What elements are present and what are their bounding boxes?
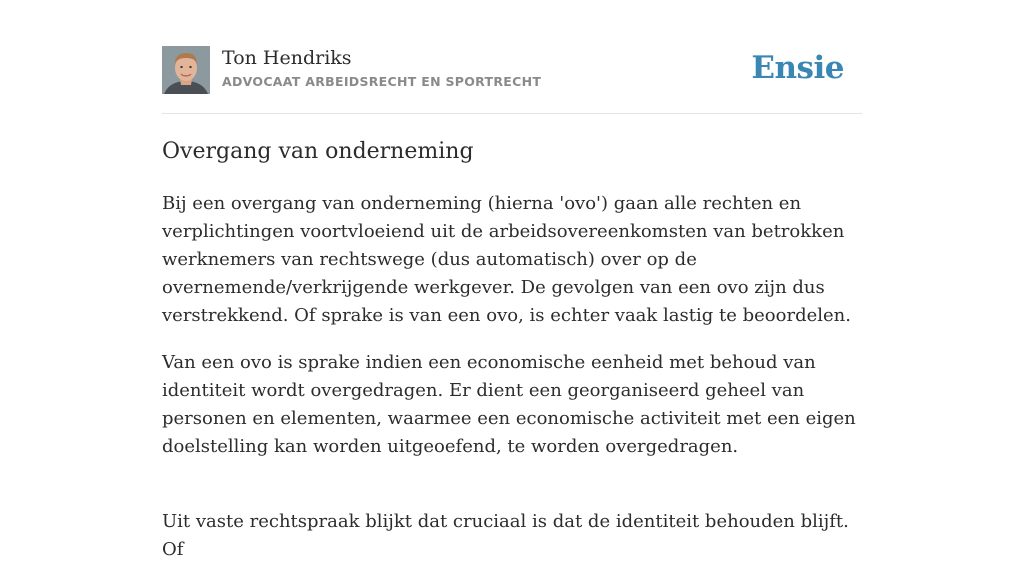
ensie-logo[interactable]: Ensie <box>751 50 844 86</box>
author-title: ADVOCAAT ARBEIDSRECHT EN SPORTRECHT <box>222 74 542 89</box>
article-body <box>162 190 862 583</box>
article-paragraph: Bij een overgang van onderneming (hierna 'ovo') gaan alle rechten en verplichtingen voortvloeiend uit de arbeidsovereenkomsten van betrokken werknemers van rechtswege (dus automatisch) over op de overnemende/verkrijgende werkgever. De gevolgen van een ovo zijn dus verstrekkend. Of sprake is van een ovo, is echter vaak lastig te beoordelen. <box>162 193 851 326</box>
person-photo-avatar-icon <box>162 46 210 94</box>
article-container <box>162 0 862 560</box>
author-avatar[interactable] <box>162 46 210 94</box>
article-title: Overgang van onderneming <box>162 139 474 164</box>
author-header <box>162 0 862 114</box>
article-paragraph: Van een ovo is sprake indien een economische eenheid met behoud van identiteit wordt overgedragen. Er dient een georganiseerd geheel van personen en elementen, waarmee een economische activiteit met een eigen doelstelling kan worden uitgeoefend, te worden overgedragen. <box>162 352 856 457</box>
article-paragraph: Uit vaste rechtspraak blijkt dat cruciaal is dat de identiteit behouden blijft. Of <box>162 511 849 560</box>
author-name[interactable]: Ton Hendriks <box>222 47 352 69</box>
